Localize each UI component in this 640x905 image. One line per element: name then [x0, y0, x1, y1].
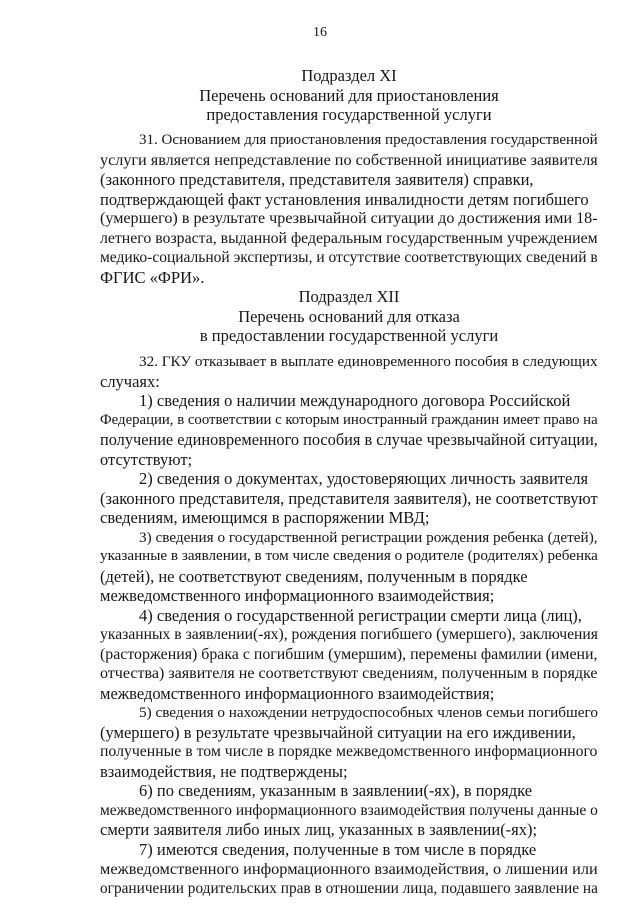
- list-item-4-line: (расторжения) брака с погибшим (умершим), перемены фамилии (имени,: [100, 645, 598, 663]
- list-item-3-line: межведомственного информационного взаимодействия;: [100, 586, 495, 605]
- paragraph-32: [100, 352, 598, 898]
- paragraph-31-line: услуги является непредставление по собственной инициативе заявителя: [100, 151, 598, 169]
- list-item-1-line: отсутствуют;: [100, 449, 193, 469]
- subsection-12-subtitle-line2: в предоставлении государственной услуги: [199, 326, 499, 345]
- subsection-11-title: Подраздел XI: [301, 66, 397, 85]
- list-item-1-line: Федерации, в соответствии с которым иностранный гражданин имеет право на: [100, 411, 598, 428]
- paragraph-31-line: (законного представителя, представителя заявителя) справки,: [100, 170, 534, 189]
- list-item-7-line: ограничении родительских прав в отношении лица, подавшего заявление на: [100, 879, 598, 897]
- subsection-12-subtitle-line1: Перечень оснований для отказа: [238, 306, 460, 326]
- paragraph-31-line: 31. Основанием для приостановления предоставления государственной: [139, 132, 598, 148]
- paragraph-31-line: ФГИС «ФРИ».: [100, 267, 205, 287]
- paragraph-32-line: случаях:: [100, 371, 160, 391]
- list-item-3-line: 3) сведения о государственной регистрации рождения ребенка (детей),: [139, 528, 598, 546]
- list-item-6-line: межведомственного информационного взаимодействия получены данные о: [100, 801, 598, 819]
- list-item-5-line: 5) сведения о нахождении нетрудоспособных членов семьи погибшего: [139, 704, 598, 721]
- list-item-5-line: полученные в том числе в порядке межведомственного информационного: [100, 743, 598, 760]
- subsection-11-heading: [100, 66, 598, 125]
- list-item-1-line: 1) сведения о наличии международного договора Российской: [139, 391, 571, 410]
- subsection-11-subtitle-line2: предоставления государственной услуги: [206, 105, 492, 124]
- paragraph-31-line: (умершего) в результате чрезвычайной ситуации до достижения ими 18-: [100, 210, 598, 227]
- paragraph-32-line: 32. ГКУ отказывает в выплате единовременного пособия в следующих: [139, 353, 598, 370]
- list-item-6-line: смерти заявителя либо иных лиц, указанных в заявлении(-ях);: [100, 820, 538, 839]
- list-item-4-line: указанных в заявлении(-ях), рождения погибшего (умершего), заключения: [100, 626, 599, 643]
- list-item-1-line: получение единовременного пособия в случае чрезвычайной ситуации,: [100, 430, 598, 449]
- subsection-12-title: Подраздел XII: [298, 287, 400, 306]
- list-item-3-line: указанные в заявлении, в том числе сведения о родителе (родителях) ребенка: [100, 548, 598, 564]
- paragraph-31-line: летнего возраста, выданной федеральным государственным учреждением: [100, 229, 598, 247]
- subsection-12-heading: [100, 287, 598, 346]
- list-item-3-line: (детей), не соответствуют сведениям, полученным в порядке: [100, 566, 528, 586]
- list-item-2-line: (законного представителя, представителя заявителя), не соответствуют: [100, 488, 598, 508]
- list-item-2-line: сведениям, имеющимся в распоряжении МВД;: [100, 508, 430, 527]
- subsection-11-subtitle-line1: Перечень оснований для приостановления: [199, 85, 499, 105]
- list-item-7-line: межведомственного информационного взаимодействия, о лишении или: [100, 859, 598, 878]
- list-item-5-line: взаимодействия, не подтверждены;: [100, 761, 348, 781]
- list-item-7-line: 7) имеются сведения, полученные в том числе в порядке: [139, 839, 537, 859]
- page-number: 16: [313, 25, 327, 40]
- paragraph-31-line: медико-социальной экспертизы, и отсутствие соответствующих сведений в: [100, 249, 598, 266]
- list-item-5-line: (умершего) в результате чрезвычайной ситуации на его иждивении,: [100, 722, 576, 742]
- list-item-4-line: отчества) заявителя не соответствуют сведениям, полученным в порядке: [100, 665, 598, 682]
- paragraph-31: [100, 131, 598, 287]
- list-item-2-line: 2) сведения о документах, удостоверяющих личность заявителя: [139, 469, 589, 488]
- list-item-6-line: 6) по сведениям, указанным в заявлении(-ях), в порядке: [139, 781, 533, 800]
- paragraph-31-line: подтверждающей факт установления инвалидности детям погибшего: [100, 189, 589, 209]
- list-item-4-line: межведомственного информационного взаимодействия;: [100, 683, 495, 703]
- list-item-4-line: 4) сведения о государственной регистрации смерти лица (лиц),: [139, 605, 582, 625]
